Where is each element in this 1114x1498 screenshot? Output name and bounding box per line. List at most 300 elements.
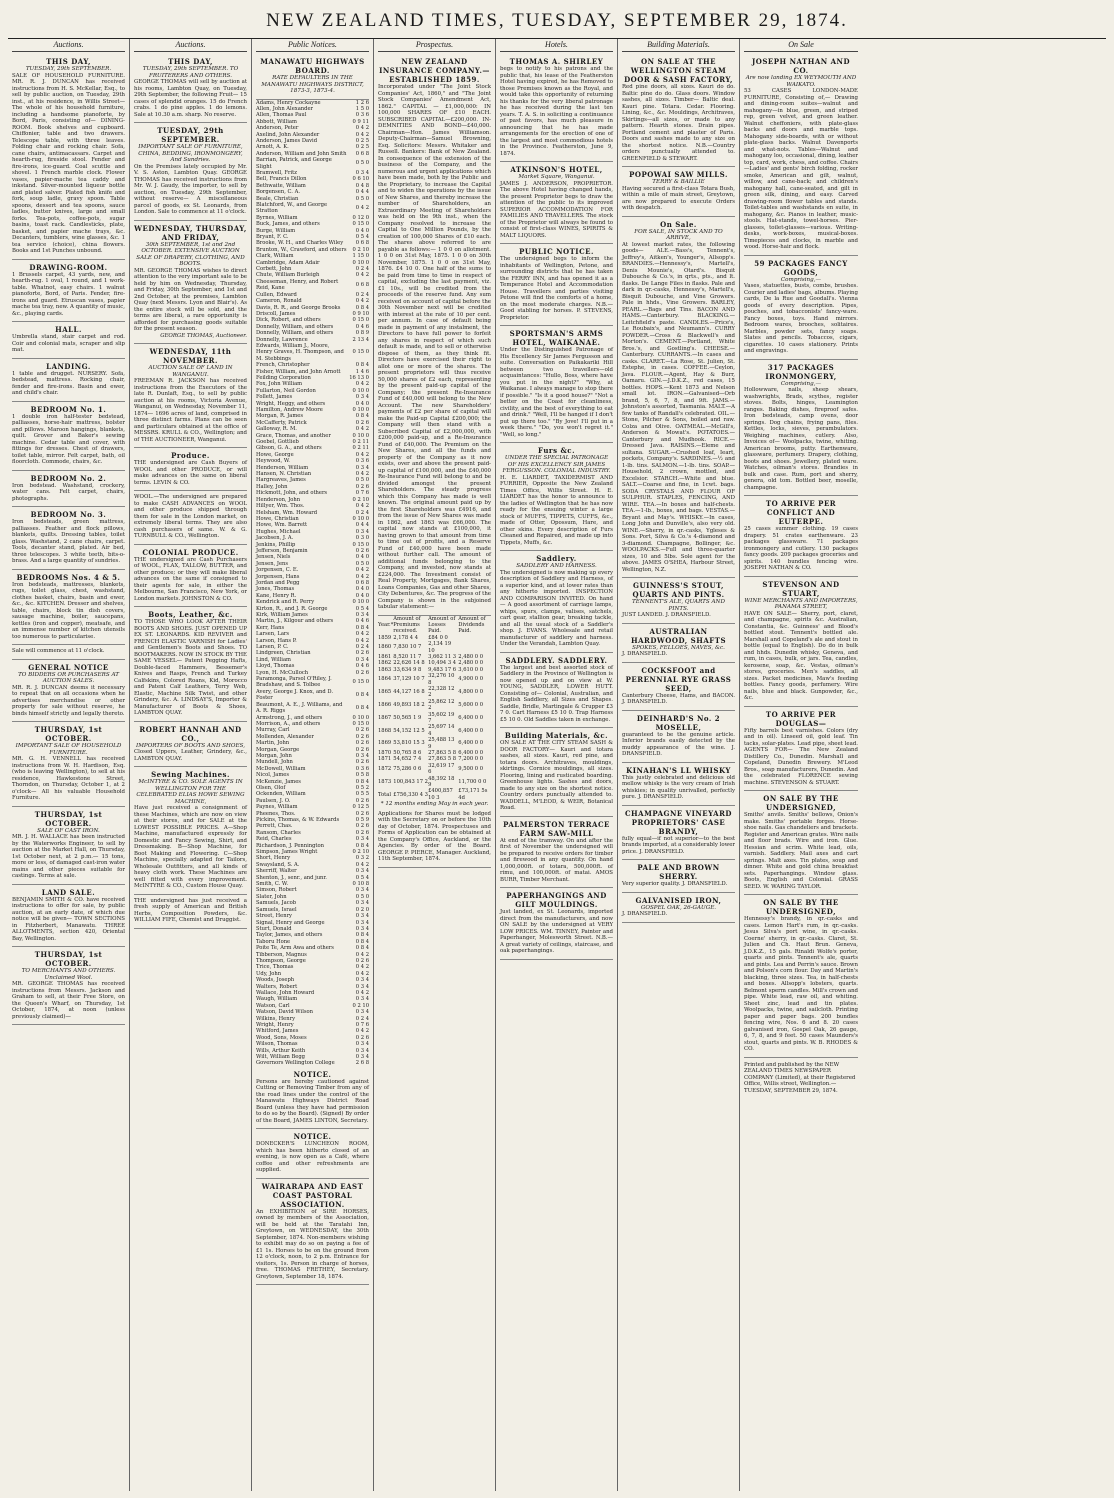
ad-title: GENERAL NOTICE	[28, 662, 109, 672]
defaulter-amount: 0 5 0	[355, 560, 369, 567]
ad-body: guaranteed to be the genuine article. Inferior brands easily detected by the muddy appearance of the wine. J. DRANSFIELD.	[622, 731, 735, 757]
defaulter-amount: 0 8 4	[355, 624, 369, 631]
defaulter-amount: 0 8 4	[355, 932, 369, 939]
ad-body: At end of the tramway. On and after the first of November the undersigned will be prepared to receive orders for timber and firewood in any quantity. On hand 1,000,000ft. of totara, 500,000ft. of rimu, and 100,000ft. of matai. AMOS BURR, Timber Merchant.	[500, 837, 613, 883]
defaulter-amount: 0 8 4	[355, 692, 369, 699]
defaulter-amount: 0 3 4	[355, 612, 369, 618]
progress-cell: 1868	[378, 727, 392, 734]
defaulter-amount: 0 4 2	[355, 272, 369, 279]
ad-subtitle: UNDER THE SPECIAL PATRONAGE OF HIS EXCELLENCY SIR JAMES FERGUSSON. COLONIAL INDUSTRY.	[502, 455, 611, 474]
defaulter-name: Cambridge, Adam Adair	[256, 259, 320, 266]
defaulter-name: Wilkins, Henry	[256, 1015, 296, 1022]
defaulter-amount: 0 3 4	[355, 887, 369, 894]
defaulter-amount: 0 4 2	[355, 205, 369, 212]
ad-subtitle: Comprising,—	[780, 276, 822, 283]
advertisement	[500, 443, 613, 551]
defaulter-name: Howe, Wm. Barrett	[256, 522, 308, 529]
defaulter-name: Ockenden, William	[256, 791, 306, 798]
defaulter-amount: 0 9 11	[352, 118, 369, 125]
rate-row	[256, 317, 369, 323]
defaulter-name: Burge, William	[256, 227, 296, 234]
defaulter-name: Taylor, James, and others	[256, 932, 323, 939]
rate-row	[256, 445, 369, 451]
defaulter-amount: 0 10 0	[352, 515, 369, 522]
defaulter-amount: 0 5 8	[355, 772, 369, 779]
defaulter-name: Bethwaite, William	[256, 182, 306, 189]
defaulter-name: Walters, Robert	[256, 983, 298, 990]
ad-body: JUST LANDED. J. DRANSFIELD.	[622, 612, 711, 618]
ad-body: J. DRANSFIELD.	[622, 911, 668, 917]
ad-body: SALE OF HOUSEHOLD FURNITURE. MR. R. J. DUNCAN has received instructions from H. S. McKellar, Esq., to sell by public auction, on Tuesday, 29th inst., at his residence, in Willis Street— The whole of his household furniture, including a handsome pianoforte, by Bord, Paris, consisting of— DINING-ROOM. Book shelves and cupboard. Chiffonier, table and two drawers. Telescope table, with three leaves. Folding chair and rocking chair. Sofa, cane chairs, antimacassars. Carpet and hearth-rug, fireside stool. Fender and fire-irons, ice-guard. Coal scuttle and shovel. 1 French marble clock. Flower vases, papier-mache tea caddy and inkstand. Silver-mounted liqueur bottle and plated salver. Plated fish knife and fork, soup ladle, gravy spoon. Table spoons, dessert and tea spoons, sauce ladles, butter knives, large and small forks. Tea-pots, coffee-pots, sugar basins, toast rack. Candlesticks, plate, basket, and papier mache trays, &c. Decanters, tumblers, wine glasses, &c. 1 tea service (choice), china flowers. Books and 1st Punches unbound.	[12, 72, 125, 254]
progress-cell: 1873	[378, 778, 392, 785]
ad-title: KINAHAN'S LL WHISKY	[626, 765, 731, 775]
defaulter-name: Cheeseman, Henry, and Robert Reid, Kane	[256, 278, 339, 292]
defaulter-amount: 0 3 2	[355, 855, 369, 862]
defaulter-name: Brunton, W., Crawford, and others	[256, 246, 347, 253]
rate-row	[256, 715, 369, 721]
defaulter-name: Olsen, Olof	[256, 784, 286, 791]
defaulter-amount: 0 15 0	[352, 541, 369, 548]
defaulter-amount: 0 4 2	[355, 989, 369, 996]
advertisement	[134, 448, 247, 491]
defaulter-amount: 0 4 2	[355, 573, 369, 580]
ad-title: Produce.	[171, 451, 210, 460]
ad-subtitle: FOR SALE, IN STOCK AND TO ARRIVE,	[634, 228, 723, 241]
ad-title: CHAMPAGNE VINEYARD PROPRIETORS' CASE BRANDY,	[624, 808, 732, 836]
ad-body: H. E. LIARDET, TAXIDERMIST AND FURRIER, Opposite the New Zealand Times Office, Willis Street. H. E. LIARDET has the honor to announce to the ladies of Wellington that he has now ready for the ensuing winter a large stock of MUFFS, TIPPETS, CUFFS, &c., made of Otter, Opossum, Hare, and other skins. Every description of Furs Cleaned and Repaired, and made up into Tippets, Muffs, &c.	[500, 474, 613, 546]
ad-body: The undersigned is now making up every description of Saddlery and Harness, of a superior kind, and at lower rates than any hitherto imported. INSPECTION AND COMPARISON INVITED. On hand— A good assortment of carriage lamps, whips, spurs, clamps, valises, satchels, cart gear, stallion gear, breaking tackle, and all the usual stock of a Saddler's shop. J. EVANS. Wholesale and retail manufacturer of saddlery and harness. Under the Verandah, Lambton Quay.	[500, 569, 613, 647]
progress-cell: 50,765 8 6	[393, 750, 422, 757]
progress-header: Amount of Premiums received.	[393, 615, 421, 635]
defaulter-amount: 0 10 0	[352, 407, 369, 413]
progress-row	[378, 699, 491, 712]
ad-body: This justly celebrated and delicious old mellow whisky is the very cream of Irish whiskies; in quality unrivalled, perfectly pure. J. DRANSFIELD.	[622, 774, 735, 800]
defaulter-name: Signal, Henry and George	[256, 919, 325, 926]
ad-body: Closed Uppers, Leather, Grindery, &c., LAMBTON QUAY.	[134, 749, 247, 762]
ad-title: 317 PACKAGES IRONMONGERY,	[765, 362, 837, 381]
defaulter-name: Bryant, F. C.	[256, 234, 289, 241]
defaulter-amount: 1 4 6	[355, 368, 369, 375]
advertisement	[500, 888, 613, 960]
progress-header: Year.*	[378, 621, 394, 628]
ad-title: THIS DAY,	[46, 57, 91, 66]
ad-title: BEDROOMS Nos. 4 & 5.	[16, 572, 121, 582]
ad-subtitle: TUESDAY, 29th SEPTEMBER. TO FRUITERERS AND OTHERS.	[142, 66, 239, 79]
ad-body: ON SALE AT THE CITY STEAM SASH & DOOR FACTORY— Kauri and totara sashes, all sizes. Kauri, red pine, and totara doors. Architraves, mouldings, skirtings. Cornice mouldings, all sizes. Flooring, lining and rusticated boarding. Greenhouse lights. Sashes and doors, made to any size on the shortest notice. Country orders punctually attended to. WADDELL, M'LEOD, & WEIR, Botanical Road.	[500, 740, 613, 811]
defaulter-amount: 0 2 6	[355, 810, 369, 817]
defaulter-amount: 0 2 6	[355, 547, 369, 554]
advertisement	[134, 344, 247, 448]
defaulter-name: Allen, Thomas Paul	[256, 112, 307, 119]
defaulter-amount: 1 5 0	[355, 105, 369, 112]
defaulter-name: Lindgreen, Christian	[256, 650, 311, 657]
ad-title: DEINHARD'S No. 2 MOSELLE,	[636, 713, 721, 732]
defaulter-name: Anderson, William and John Smith	[256, 150, 347, 157]
ad-body: Having secured a first-class Totara Bush, within a mile of main street, Greytown, are now prepared to execute Orders with despatch.	[622, 185, 735, 211]
ad-subtitle: WINE MERCHANTS AND IMPORTERS, PANAMA STREET,	[744, 597, 858, 610]
column-7	[740, 39, 862, 1491]
defaulter-name: Byrnes, William	[256, 214, 298, 221]
defaulter-name: Mollenden, Alexander	[256, 733, 314, 740]
progress-cell: 25,697 14 4	[428, 724, 455, 737]
defaulter-amount: 0 3 6	[355, 765, 369, 772]
defaulter-name: Goebel, Gottlieb	[256, 439, 299, 446]
defaulter-name: Anderson, Peter	[256, 125, 299, 132]
ad-title: TO ARRIVE PER CONFLICT AND EUTERPE.	[765, 499, 837, 526]
defaulter-amount: 0 8 4	[355, 413, 369, 420]
ad-body: FREEMAN R. JACKSON has received instructions from the Executors of the late R. Dunlaft, Esq., to sell by public auction at his rooms, Victoria Avenue, Wanganui, on Wednesday, November 11, 1874— 1696 acres of land, comprised in three distinct farms. Plans can be seen and particulars obtained at the office of MESSRS. KRULL & CO., Wellington; and of THE AUCTIONEER, Wanganui.	[134, 378, 247, 443]
advertisement	[500, 326, 613, 443]
advertisement	[500, 244, 613, 326]
advertisement	[378, 54, 491, 616]
defaulter-name: Sherriff, Walter	[256, 868, 297, 875]
column-heading: Building Materials.	[622, 39, 735, 52]
progress-cell: 4,900 0 0	[458, 676, 484, 683]
progress-cell: 9,500 0 0	[458, 766, 484, 773]
defaulter-name: Morgan, John	[256, 752, 292, 759]
ad-body: Hennessy's brandy, in qr.-casks and cases. Lemon Hart's rum, in qr.-casks. Jesus Silva's port wine, in qr.-casks. Coerne' sherry, in qr.-casks. Claret, St. Julien and Ch. Haut Brun. Geneva, J.D.K.Z., 15 gals. Rinaldi Wolfe's porter, quarts and pints. Tennent's ale, quarts and pints. Lea and Perrin's sauce. Brown and Polson's corn flour. Day and Martin's blacking, three sizes. Tea, in half-chests and boxes. Allsopp's lobsters, quarts. Belmont sperm candles. Mill's crown and pipe. White lead, raw oil, and whiting. Sheet zinc, lead and tin plates. Woolpacks, twine, and sailcloth. Printing paper and paper bags. 200 bundles fencing wire, Nos. 6 and 8. 20 cases galvanised iron, Gospel Oak, 26 gauge, 6, 7, 8, and 9 feet. 50 cases Maunders's stout, quarts and pints. W. B. RHODES & CO.	[744, 916, 858, 1052]
defaulter-name: Howe, Christian	[256, 515, 299, 522]
ad-title: GUINNESS'S STOUT, QUARTS AND PINTS.	[632, 581, 725, 599]
advertisement	[622, 860, 735, 893]
newspaper-title: NEW ZEALAND TIMES, TUESDAY, SEPTEMBER 29, 1874.	[266, 10, 848, 31]
defaulter-name: Udy, John	[256, 970, 282, 977]
ad-title: SADDLERY. SADDLERY.	[505, 655, 608, 665]
defaulter-amount: 0 5 0	[355, 477, 369, 484]
defaulter-name: McDowell, William	[256, 765, 306, 772]
defaulter-name: Martin, J., Kilgour and others	[256, 618, 334, 625]
progress-cell: 75,286 0 6	[393, 766, 422, 773]
defaulter-amount: 0 2 11	[352, 445, 369, 452]
defaulter-name: Halley, John	[256, 483, 288, 490]
progress-row	[378, 724, 491, 737]
defaulter-name: Trice, Thomas	[256, 964, 294, 971]
defaulter-amount: 0 10 0	[352, 599, 369, 606]
defaulter-name: Henderson, John	[256, 496, 301, 503]
progress-cell: 54,652 7 4	[393, 756, 422, 763]
ad-body: 25 cases summer clothing. 19 cases drapery. 51 crates earthenware. 23 packages glassware. 71 packages ironmongery and cutlery. 130 packages fancy goods. 209 packages groceries and spirits. 140 bundles fencing wire. JOSEPH NATHAN & CO.	[744, 526, 858, 571]
defaulter-amount: 0 3 4	[355, 394, 369, 401]
defaulter-name: Avery, George J. Knox, and D. Foster	[256, 688, 333, 702]
progress-cell: 1863	[378, 666, 392, 673]
defaulter-amount: 0 2 4	[355, 266, 369, 273]
ad-body: MR. G. H. VENNELL has received instructions from W. H. Hardison, Esq. (who is leaving Wellington), to sell at his residence, Hawkestone Street, Thorndon, on Thursday, October 1, at 2 o'clock— All his valuable Household Furniture.	[12, 756, 125, 801]
defaulter-amount: 0 3 4	[355, 868, 369, 875]
defaulter-name: Hargreaves, James	[256, 477, 306, 484]
defaulter-amount: 0 12 5	[352, 804, 369, 811]
ad-body: Iron bedsteads, mattresses, blankets, rugs, toilet glass, chest, washstand, clothes basket, chairs, basin and ewer, &c., &c. KITCHEN. Dresser and shelves, table, chairs, block tin dish covers, sausage machine, boiler, saucepans, kettles (iron and copper), meatsafe, and an immense number of kitchen utensils too numerous to particularise.	[12, 581, 125, 640]
defaulter-name: Lyon, H. McCulloch	[256, 669, 309, 676]
defaulter-name: Kirton, R., and J. R. George	[256, 605, 328, 612]
ad-title: On Sale.	[660, 219, 697, 229]
progress-cell: 44,127 16 8	[393, 689, 425, 696]
progress-total-cell: £756,330 4 3	[393, 791, 428, 798]
defaulter-amount: 0 3 4	[355, 836, 369, 843]
advertisement	[12, 885, 125, 948]
column-heading: Public Notices.	[256, 39, 369, 52]
defaulter-amount: 0 3 4	[355, 528, 369, 535]
defaulter-amount: 0 2 10	[352, 246, 369, 253]
advertisement	[744, 895, 858, 1058]
defaulter-amount: 0 10 8	[352, 881, 369, 888]
defaulter-amount: 0 10 0	[352, 432, 369, 439]
progress-cell: 1859	[378, 634, 392, 641]
defaulter-name: Davis, R. R., and George Brooks	[256, 304, 341, 311]
progress-cell: 1861	[378, 653, 392, 660]
rate-defaulters-table	[256, 100, 369, 1067]
advertisement	[744, 496, 858, 577]
defaulter-amount: 0 3 4	[355, 996, 369, 1003]
defaulter-name: Larsen, Lars	[256, 631, 290, 638]
defaulter-amount: 0 4 6	[355, 663, 369, 670]
ad-body: THE undersigned are Cash Purchasers of WOOL, FLAX, TALLOW, BUTTER, and other produce; or they will make liberal advances on the same if consigned to their agents for sale, in either the Melbourne, San Francisco, New York, or London markets. JOHNSTON & CO.	[134, 556, 247, 602]
ad-body: MR. R. J. DUNCAN deems it necessary to repeat that on all occasions when he advertises merchandise or other property for sale without reserve, he binds himself strictly and legally thereto.	[12, 684, 125, 717]
ad-subtitle: IMPORTANT SALE OF HOUSEHOLD FURNITURE.	[15, 743, 122, 756]
defaulter-amount: 0 3 4	[355, 925, 369, 932]
defaulter-amount: 0 2 4	[355, 509, 369, 516]
ad-title: 59 PACKAGES FANCY GOODS,	[754, 258, 848, 277]
column-2	[130, 39, 252, 1491]
defaulter-amount: 0 3 4	[355, 464, 369, 471]
defaulter-amount: 0 10 0	[352, 387, 369, 394]
defaulter-amount: 0 12 0	[352, 214, 369, 221]
progress-cell: 1862	[378, 660, 392, 667]
defaulter-name: Cameron, Ronald	[256, 298, 302, 305]
defaulter-name: Simpson, James Wright	[256, 849, 318, 856]
defaulter-amount: 0 15 0	[352, 679, 369, 686]
ad-subtitle: AUCTION SALE OF LAND IN WANGANUI.	[148, 365, 233, 378]
defaulter-name: Jordan and Pegg	[256, 579, 300, 586]
defaulter-amount: 0 4 2	[355, 1028, 369, 1035]
progress-cell: 7,200 0 0	[458, 756, 484, 763]
ad-subtitle: Comprising,—	[780, 380, 822, 387]
ad-subtitle: IMPORTANT SALE OF FURNITURE, CHINA, BEDDING, IRONMONGERY, And Sundries.	[138, 144, 243, 163]
defaulter-amount: 0 8 4	[355, 704, 369, 711]
defaulter-name: Street, Henry	[256, 913, 292, 920]
advertisement	[500, 162, 613, 244]
ad-title: PALMERSTON TERRACE FARM SAW-MILL	[503, 819, 610, 838]
progress-cell: 7,830 10 7	[393, 644, 422, 651]
column-3	[252, 39, 374, 1491]
advertisement	[134, 123, 247, 221]
advertisement	[744, 707, 858, 792]
defaulter-name: Wilson, Thomas	[256, 1041, 298, 1048]
defaulter-amount: 0 2 6	[355, 746, 369, 753]
defaulter-amount: 0 9 10	[352, 310, 369, 317]
defaulter-name: Samuels, Jacob	[256, 900, 297, 907]
defaulter-name: Feilding Corporation	[256, 374, 311, 381]
defaulter-amount: 0 3 4	[355, 983, 369, 990]
defaulter-amount: 0 2 6	[355, 727, 369, 734]
defaulter-amount: 0 3 4	[355, 169, 369, 176]
defaulter-name: Richardson, J. Pennington	[256, 842, 324, 849]
ad-body: Persons are hereby cautioned against Cutting or Removing Timber from any of the road lines under the control of the Manawatu Highways District Road Board (unless they have had permission to do so by the Board). (Signed) By order of the Board, JAMES LINTON, Secretary.	[256, 1078, 369, 1124]
defaulter-name: Taboru Hone	[256, 938, 291, 945]
defaulter-amount: 0 2 6	[355, 829, 369, 836]
defaulter-name: Samuels, Israel	[256, 906, 297, 913]
advertisement	[744, 791, 858, 895]
progress-row	[378, 776, 491, 789]
defaulter-name: Buck, James, and others	[256, 221, 320, 228]
progress-cell: 1872	[378, 766, 392, 773]
defaulter-amount: 0 4 2	[355, 125, 369, 132]
defaulter-amount: 0 5 0	[355, 893, 369, 900]
defaulter-name: Follett, James	[256, 394, 293, 401]
defaulter-name: Watson, Carl	[256, 1002, 290, 1009]
defaulter-name: Jensen, Niels	[256, 554, 291, 561]
ad-title: LANDING.	[46, 361, 91, 371]
ad-title: COCKSFOOT and PERENNIAL RYE GRASS SEED,	[625, 665, 732, 693]
defaulter-amount: 0 5 9	[355, 817, 369, 823]
ad-subtitle: SADDLERY AND HARNESS.	[516, 563, 597, 569]
defaulter-amount: 0 3 4	[355, 1054, 369, 1061]
ad-title: NEW ZEALAND INSURANCE COMPANY.—ESTABLISHED 1859.	[379, 57, 490, 84]
defaulter-name: Jacobsen, J. A.	[256, 535, 294, 542]
ad-title: THIS DAY,	[168, 57, 213, 66]
defaulter-name: Larsen, P. C.	[256, 644, 289, 651]
defaulter-amount: 0 3 4	[355, 656, 369, 663]
ad-title: Building Materials, &c.	[504, 731, 609, 740]
defaulter-name: Lloyd, Thomas	[256, 663, 295, 670]
advertisement	[622, 711, 735, 763]
progress-cell: 1860	[378, 644, 392, 651]
ad-title: PALE AND BROWN SHERRY.	[637, 863, 720, 881]
ad-body: Smiths' anvils. Smiths' bellows, Onion's make. Smiths' portable forges. Horse-shoe nails. Gas chandeliers and brackets. Register and American grates. Wire nails and floor brads. Wire and iron. Glue. Hessian and scrim. White lead, oils, varnish. Saddlery. Mail axes and cart springs. Malt axes. Tin plates, soup and dinner. White and gold china breakfast sets. Paperhangings. Window glass. Boots, English and Colonial. GRASS SEED. W. WARING TAYLOR.	[744, 812, 858, 890]
defaulter-amount: 0 6 8	[355, 579, 369, 586]
advertisement	[12, 260, 125, 323]
advertisement	[134, 545, 247, 608]
defaulter-amount: 0 8 4	[355, 778, 369, 785]
ad-body: Vases, statuettes, busts, combs, brushes. Courier and ladies' bags, albums. Playing cards, De la Rue and Goodall's. Vienna goods of every description. Pipes, pouches, and tobacconists' fancy-ware. Fancy boxes, toys. Hand mirrors. Bedroom wares, brooches, solitaires. Marbles, powder sets, fancy soaps. Slates and pencils. Tobaccos, cigars, cigarettes. 10 cases stationery. Prints and engravings.	[744, 283, 858, 354]
ad-title: BEDROOM No. 2.	[30, 473, 107, 483]
defaulter-name: Donnelly, Lawrence	[256, 336, 308, 343]
progress-cell: 2,178 4 4	[393, 634, 419, 641]
ad-signature: GEORGE THOMAS, Auctioneer.	[160, 332, 247, 339]
defaulter-amount: 0 10 0	[352, 259, 369, 266]
defaulter-name: McKenzie, James	[256, 778, 301, 785]
progress-cell: 22,626 14 8	[393, 660, 425, 667]
defaulter-amount: 0 4 2	[355, 567, 369, 574]
ad-body: HAVE ON SALE— Sherry, port, claret, and champagne, spirits &c. Australian, Constantia, &c. Guinness' and Blood's bottled stout. Tennent's bottled ale. Marshall and Copeland's ale and stout in bottle (equal to English). Do do in bulk and hhds. Dunedin whisky, Geneva, and rum, in cases, bulk, or jars. Tea, candles, kerosene, soap, &c. Vestas, oilman's stores, groceries. Men's saddles, all sizes. Packet medicines, Maw's feeding bottles. Fancy goods, perfumery. Wire nails, blue and black. Gunpowder, &c., &c.	[744, 610, 858, 701]
ad-title: THOMAS A. SHIRLEY	[509, 57, 604, 66]
defaulter-name: Morrison, A., and others	[256, 720, 321, 727]
ad-subtitle: SPOKES, FELLOES, NAVES, &c.	[632, 644, 725, 651]
defaulter-name: Wilt, William Begg	[256, 1054, 306, 1061]
progress-cell: 11,700 0 0	[458, 778, 487, 785]
defaulter-amount: 0 6 8	[355, 240, 369, 247]
advertisement	[256, 54, 369, 100]
defaulter-name: Swaysland, S. A.	[256, 861, 300, 868]
defaulter-amount: 0 4 2	[355, 426, 369, 433]
ad-subtitle: SALE OF CAST IRON.	[37, 827, 100, 834]
advertisement	[134, 221, 247, 345]
progress-cell: 8,520 11 7	[393, 653, 422, 660]
ad-title: AUSTRALIAN HARDWOOD, SHAFTS	[630, 626, 727, 645]
progress-cell: 2,480 0 0	[458, 653, 484, 660]
progress-cell: 50,565 1 9	[393, 714, 422, 721]
advertisement	[744, 360, 858, 497]
defaulter-name: McCafferty, Patrick	[256, 419, 307, 426]
defaulter-name: Cullen, Edward	[256, 291, 297, 298]
defaulter-name: Hillyer, Wm. Thos.	[256, 503, 305, 510]
column-heading: Auctions.	[134, 39, 247, 52]
defaulter-name: Helsham, Wm. Howard	[256, 509, 318, 516]
defaulter-name: Clark, William	[256, 253, 294, 260]
defaulter-name: Beale, Christian	[256, 195, 299, 202]
defaulter-name: Hamilton, Andrew Moore	[256, 407, 323, 413]
defaulter-amount: 0 4 4	[355, 189, 369, 196]
defaulter-name: Brooke, W. H., and Charles Wiley	[256, 240, 344, 247]
advertisement	[12, 54, 125, 260]
ad-body: 53 CASES LONDON-MADE FURNITURE, Consisting of,— Drawing and dining-room suites—walnut and mahogany—in blue, green, and striped rep, green velvet, and green leather. Walnut cheffoniers, with plate-glass backs and doors and marble tops. Mahogany side-boards, with or without plate-glass backs. Walnut Davenports and what-nots. Tables—Walnut and mahogany loo, occasional, dining, leather top, card, work, chess, and coffee. Chairs—Ladies' and gents' birch folding, rocker smoke, American and gilt, walnut, willow, and cane-back; and children's mahogany hall, cane-seated, and gilt in green silk, dining, and easy. Carved drawing-room flower tables and stands. Toilet-tables and washstands en suite, in mahogany, &c. Pianos in leather, music-stools. Hat-stands, towel-horses. Pier-glasses, toilet-glasses—various. Writing-desks, work-boxes, musical-boxes. Timepieces and clocks, in marble and wood. Horse-hair and flock.	[744, 88, 858, 250]
ad-title: SPORTSMAN'S ARMS HOTEL, WAIKANAE.	[509, 329, 604, 347]
defaulter-name: Wood, Sons, Moses	[256, 1034, 307, 1041]
ad-title: BEDROOM No. 1.	[30, 404, 107, 414]
defaulter-name: Jenkins, Phillip	[256, 541, 296, 548]
ad-subtitle: McINTYRE & CO. SOLE AGENTS IN WELLINGTON FOR THE CELEBRATED ELIAS HOWE SEWING MACHINE,	[136, 779, 245, 805]
defaulter-name: Henderson, William	[256, 464, 309, 471]
ad-title: ATKINSON'S HOTEL,	[510, 165, 603, 174]
progress-cell: 1870	[378, 750, 392, 757]
defaulter-name: Hughes, Michael	[256, 528, 301, 535]
ad-subtitle: Market Square, Wanganui.	[518, 174, 595, 180]
rate-row	[256, 343, 369, 362]
progress-row	[378, 712, 491, 725]
advertisement	[12, 570, 125, 646]
progress-cell: 3,610 0 0	[458, 666, 484, 673]
progress-cell: 6,400 0 0	[458, 714, 484, 721]
ad-title: WEDNESDAY, THURSDAY, AND FRIDAY,	[134, 223, 247, 242]
progress-cell: 48,392 18 9	[428, 775, 455, 789]
progress-total-cell: Total	[378, 791, 392, 798]
advertisement	[622, 663, 735, 711]
defaulter-name: Abbott, William	[256, 118, 297, 125]
ad-title: Sewing Machines.	[151, 770, 230, 779]
ad-body: At lowest market rates, the following goods— ALE.—Bass's, Tennent's, Jeffrey's, Aitken's, Younger's, Allsopp's. BRANDIES.—Hennessy's, Martell's, Denis Mounie's, Otard's. Bisquit Dubouche & Co.'s, in qrts., pts., and lt. flasks. De Lange Files in flasks. Pale and dark in qr.-casks, Hennessy's, Martell's, Bisquit Dubouche, and Vine Growers. Pale in hhds., Vine Growers. BARLEY, PEARL.—Bags and Tins. BACON AND HAMS.—Canterbury. BLACKING.—Leitchfield's paste. CANDLES.—Price's, Le Roubaix's, and Neumann's. CURRY POWDER.—Cross & Blackwell's and Morton's. CEMENT.—Portland, White Bros.'s, and Gostling's. CHEESE.—Canterbury. CURRANTS.—In cases and casks. CLARET.—La Rose, St. Julien, St. Estephe, in cases. COFFEE.—Ceylon, Java. FLOUR.—Agent, Hay & Burr, Oamaru. GIN.—J.D.K.Z., red cases, 15 bottles. HOPS.—Kent 1873 and Nelson small lot. IRON.—Galvanised—Orb brand, 5, 6, 7, 8, and 9ft. JAMS.—Johnston's assorted, Tasmania. MALT.—A few tanks of Randall's celebrated. OIL.—Stone, Pilcher & Sons, boiled and raw. Colza and Olive. OATMEAL.—McGill's, Anderson & Mowat's. POTATOES.—Canterbury and Mudhook. RICE.—Dressed Java. RAISINS.—Eleme and sultana. SUGAR.—Crushed loaf, Ieart, pockets, Company's. SARDINES.—½ and 1-lb. tins. SALMON.—1-lb. tins. SOAP.—Household, 2 crown, mottled, and Excelsior. STARCH.—White and blue. SALT.—Coarse and fine, in 1cwt. bags. SODA CRYSTALS AND FLOUR OF SULPHUR. STAPLES, FENCING, AND WIRE. TEA.—In boxes and half-chests. TEA.—1-lb., boxes, and bags. VESTAS.—Bryant and May's. WHISKY.—In cases, Long John and Dunville's, also very old. WINE.—Sherry, in qr.-casks, Ygleses & Sons. Port, Silva & Co.'s 4-diamond and 3-diamond. Champagne, Bollinger, &c. WOOLPACKS.—Full and three-quarter sizes, 10 and 5lbs. Sole agent for the above. JAMES O'SHEA, Harbour Street, Wellington, N.Z.	[622, 241, 735, 573]
ad-subtitle: TUESDAY, 29th SEPTEMBER.	[25, 66, 112, 72]
advertisement	[12, 471, 125, 508]
defaulter-amount: 0 15 0	[352, 349, 369, 356]
ad-title: POPOWAI SAW MILLS.	[629, 170, 728, 179]
defaulter-amount: 0 5 0	[355, 160, 369, 167]
defaulter-amount: 0 3 4	[355, 1041, 369, 1048]
defaulter-name: Nicol, James	[256, 772, 290, 779]
ad-body: Under the Distinguished Patronage of His Excellency Sir James Fergusson and suite. Conversation on Paikakariki Hill between two travellers—old acquaintances: "Hullo, Boss, where have you put in the night?" "Why, at Waikanae. I always manage to stop there if possible." "Is it a good house?" "Not a better on the Coast for cleanliness, civility, and the best of everything to eat and drink." "Well, I'll be hanged if I don't put up there too." "By Jove! I'll put in a week there." "Do, you won't regret it." "Well, so long."	[500, 347, 613, 438]
advertisement	[622, 893, 735, 923]
ad-body: THE undersigned has just received a fresh supply of American and British Herbs, Composition Powders, &c. WILLIAM FIFE, Chemist and Druggist.	[134, 897, 247, 923]
ad-body: On the Premises lately occupied by Mr. V. S. Aston, Lambton Quay. GEORGE THOMAS has received instructions from Mr. W. J. Gaudy, the importer, to sell by auction, on Tuesday, 29th September, without reserve— A miscellaneous parcel of goods, ex St. Leonards, from London. Sale to commence at 11 o'clock.	[134, 163, 247, 215]
advertisement	[12, 507, 125, 570]
defaulter-name: Morgan, R. James	[256, 413, 303, 420]
advertisement	[500, 817, 613, 889]
progress-cell: 33,634 9 8	[393, 666, 422, 673]
defaulter-name: Adams, Henry Cockayne	[256, 99, 321, 106]
defaulter-amount: 0 3 6	[355, 112, 369, 119]
advertisement	[134, 722, 247, 768]
defaulter-amount: 0 2 11	[352, 439, 369, 446]
defaulter-amount: 16 13 0	[349, 374, 369, 381]
ad-subtitle: GOSPEL OAK, 26-GAUGE.	[640, 904, 717, 911]
ad-body: 1 double iron half-tester bedstead, palliasses, horse-hair mattress, bolster and pillows. Maroon hangings, blankets, quilt. Grover and Baker's sewing machine. Cedar table and cover, with fittings for dresses. Chest of drawers, toilet table, mirror. Felt carpet, bath, oil floorcloth. Commode, chairs, &c.	[12, 413, 125, 465]
column-heading: Hotels.	[500, 39, 613, 52]
defaulter-name: Pheenes, Thos.	[256, 810, 296, 817]
progress-cell: 1869	[378, 740, 392, 747]
defaulter-amount: 0 4 0	[355, 586, 369, 593]
progress-cell: 35,602 19 7	[428, 711, 455, 724]
column-5	[496, 39, 618, 1491]
progress-cell: 1867	[378, 714, 392, 721]
ad-title: NOTICE.	[293, 1069, 332, 1079]
